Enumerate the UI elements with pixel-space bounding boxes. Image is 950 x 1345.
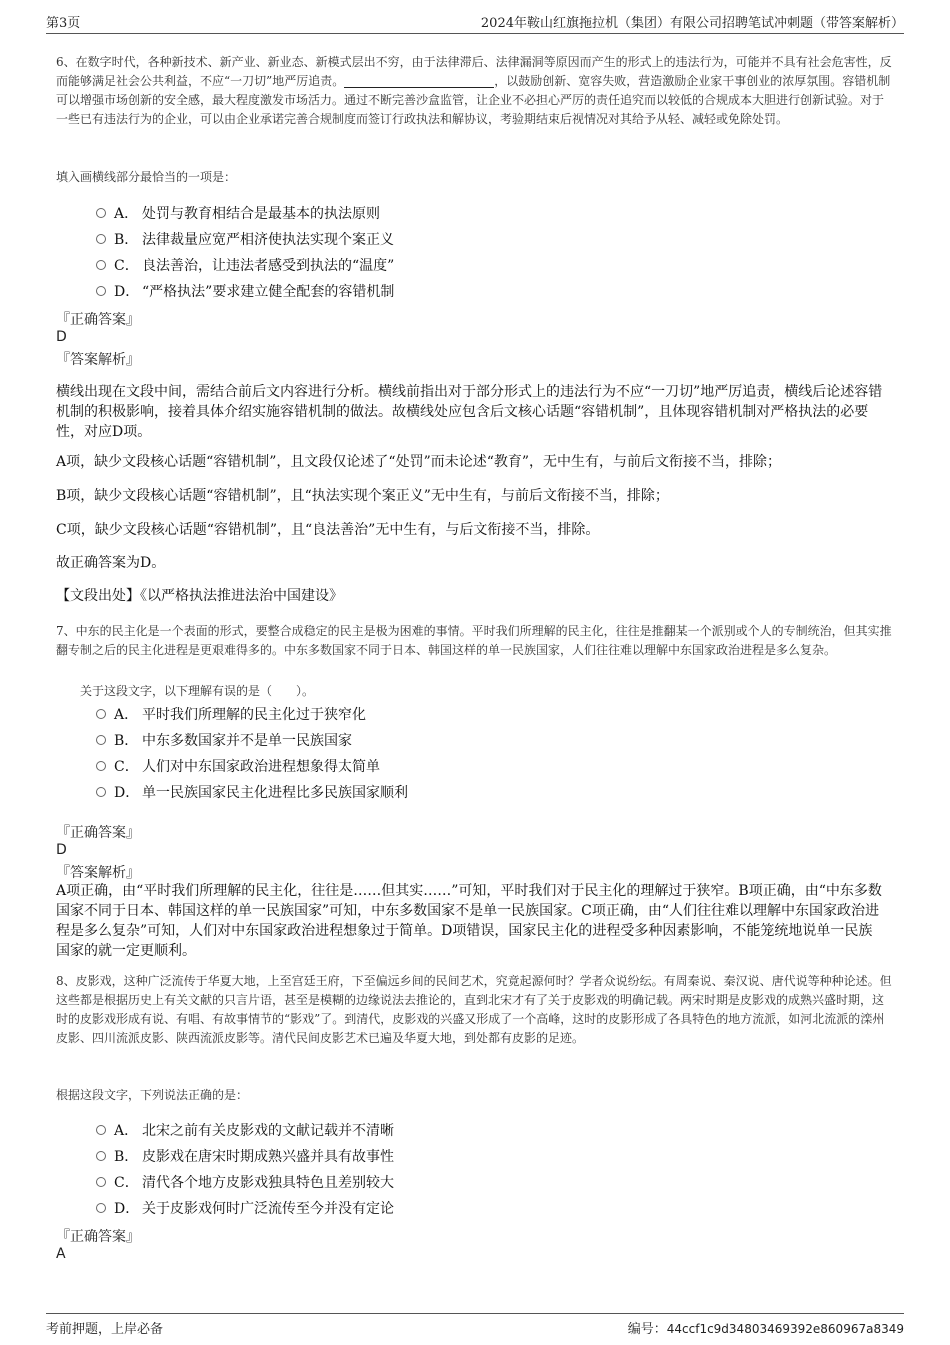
option-d[interactable]: D． 单一民族国家民主化进程比多民族国家顺利 [96,779,408,805]
answer-value: D [56,842,67,858]
footer-slogan: 考前押题，上岸必备 [46,1322,164,1337]
question-6-prompt: 填入画横线部分最恰当的一项是： [56,170,237,184]
option-a[interactable]: A． 平时我们所理解的民主化过于狭窄化 [96,701,408,727]
option-c[interactable]: C． 良法善治，让违法者感受到执法的“温度” [96,252,394,278]
question-7-options [96,701,408,805]
option-c[interactable]: C． 清代各个地方皮影戏独具特色且差别较大 [96,1169,394,1195]
question-7-prompt: 关于这段文字，以下理解有误的是（ ）。 [80,684,315,698]
radio-icon[interactable] [96,761,106,771]
analysis-paragraph: A项，缺少文段核心话题“容错机制”，且文段仅论述了“处罚”而未论述“教育”，无中生有，与前后文衔接不当，排除； [56,454,782,470]
page-footer [46,1313,904,1335]
radio-icon[interactable] [96,260,106,270]
question-6-text: 6、在数字时代，各种新技术、新产业、新业态、新模式层出不穷，由于法律滞后、法律漏洞等原因而产生的形式上的违法行为，可能并不具有社会危害性，反而能够满足社会公共利益，不应“一刀切”地严厉追责。 ，以鼓励创新、宽容失败，营造激励企业家干事创业的浓厚氛围。容错机制可以增强市场创新的安全感，最大程度激发市场活力。通过不断完善沙盒监管，让企业不必担心严厉的责任追究而以较低的合规成本大胆进行创新试验。对于一些已有违法行为的企业，可以由企业承诺完善合规制度而签订行政执法和解协议，考验期结束后视情况对其给予从轻、减轻或免除处罚。 [56,55,892,126]
document-title: 2024年鞍山红旗拖拉机（集团）有限公司招聘笔试冲刺题（带答案解析） [480,16,904,31]
radio-icon[interactable] [96,234,106,244]
option-a[interactable]: A． 处罚与教育相结合是最基本的执法原则 [96,200,394,226]
radio-icon[interactable] [96,1177,106,1187]
option-b[interactable]: B． 皮影戏在唐宋时期成熟兴盛并具有故事性 [96,1143,394,1169]
question-8-prompt: 根据这段文字，下列说法正确的是： [56,1088,249,1102]
page-number: 第3页 [46,16,81,31]
radio-icon[interactable] [96,1151,106,1161]
analysis-paragraph: C项，缺少文段核心话题“容错机制”，且“良法善治”无中生有，与后文衔接不当，排除。 [56,522,600,538]
answer-title: 『正确答案』 [56,1229,140,1245]
option-a[interactable]: A． 北宋之前有关皮影戏的文献记载并不清晰 [96,1117,394,1143]
radio-icon[interactable] [96,208,106,218]
answer-title: 『正确答案』 [56,312,140,328]
question-8-text: 8、皮影戏，这种广泛流传于华夏大地，上至宫廷王府，下至偏远乡间的民间艺术，究竟起源何时？学者众说纷纭。有周秦说、秦汉说、唐代说等种种论述。但这些都是根据历史上有关文献的只言片语，甚至是模糊的边缘说法去推论的，直到北宋才有了关于皮影戏的明确记载。两宋时期是皮影戏的成熟兴盛时期，这时的皮影戏形成有说、有唱、有故事情节的“影戏”了。到清代，皮影戏的兴盛又形成了一个高峰，这时的皮影形成了各具特色的地方流派，如河北流派的滦州皮影、四川流派皮影、陕西流派皮影等。清代民间皮影艺术已遍及华夏大地，到处都有皮影的足迹。 [56,974,892,1045]
radio-icon[interactable] [96,787,106,797]
question-8-options [96,1117,394,1221]
analysis-title: 『答案解析』 [56,865,140,881]
radio-icon[interactable] [96,735,106,745]
option-b[interactable]: B． 法律裁量应宽严相济使执法实现个案正义 [96,226,394,252]
radio-icon[interactable] [96,286,106,296]
answer-title: 『正确答案』 [56,825,140,841]
analysis-title: 『答案解析』 [56,352,140,368]
option-d[interactable]: D． 关于皮影戏何时广泛流传至今并没有定论 [96,1195,394,1221]
answer-value: D [56,329,67,345]
question-7-text: 7、中东的民主化是一个表面的形式，要整合成稳定的民主是极为困难的事情。平时我们所理解的民主化，往往是推翻某一个派别或个人的专制统治，但其实推翻专制之后的民主化进程是更艰难得多的。中东多数国家不同于日本、韩国这样的单一民族国家，人们往往难以理解中东国家政治进程是多么复杂。 [56,624,892,657]
radio-icon[interactable] [96,709,106,719]
source-citation: 【文段出处】《以严格执法推进法治中国建设》 [56,588,343,604]
option-c[interactable]: C． 人们对中东国家政治进程想象得太简单 [96,753,408,779]
analysis-paragraph: 横线出现在文段中间，需结合前后文内容进行分析。横线前指出对于部分形式上的违法行为不应“一刀切”地严厉追责，横线后论述容错机制的积极影响，接着具体介绍实施容错机制的做法。故横线处应包含后文核心话题“容错机制”，且体现容错机制对严格执法的必要性，对应D项。 [56,384,883,440]
question-6-options [96,200,394,304]
answer-value: A [56,1246,66,1262]
option-b[interactable]: B． 中东多数国家并不是单一民族国家 [96,727,408,753]
page-header [46,12,904,34]
radio-icon[interactable] [96,1125,106,1135]
analysis-paragraph: 故正确答案为D。 [56,555,166,571]
analysis-paragraph: A项正确，由“平时我们所理解的民主化，往往是……但其实……”可知，平时我们对于民主化的理解过于狭窄。B项正确，由“中东多数国家不同于日本、韩国这样的单一民族国家”可知，中东多数国家不是单一民族国家。C项正确，由“人们往往难以理解中东国家政治进程是多么复杂”可知，人们对中东国家政治进程想象过于简单。D项错误，国家民主化的进程受多种因素影响，不能笼统地说单一民族国家的就一定更顺利。 [56,883,882,959]
radio-icon[interactable] [96,1203,106,1213]
option-d[interactable]: D． “严格执法”要求建立健全配套的容错机制 [96,278,394,304]
analysis-paragraph: B项，缺少文段核心话题“容错机制”，且“执法实现个案正义”无中生有，与前后文衔接不当，排除； [56,488,669,504]
fill-blank [344,75,494,88]
document-code: 编号：44ccf1c9d34803469392e860967a8349 [627,1322,904,1337]
